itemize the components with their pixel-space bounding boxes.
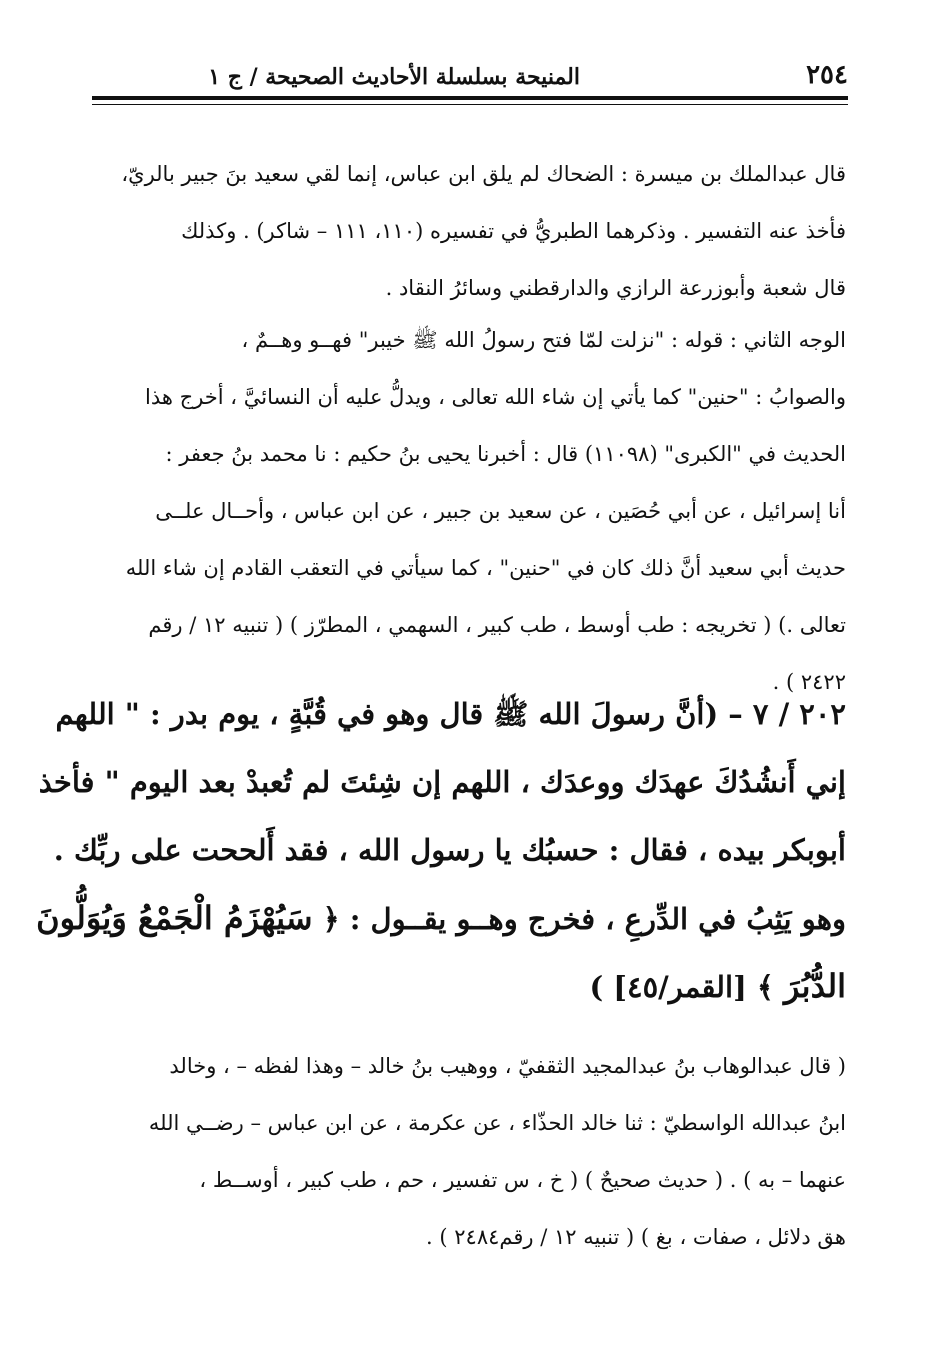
quran-citation: ﴾ [القمر/٤٥] ): [589, 970, 774, 1004]
running-title: المنيحة بسلسلة الأحاديث الصحيحة / ج ١: [208, 64, 580, 90]
header-rule-thin: [92, 104, 848, 105]
paragraph-2-line: الوجه الثاني : قوله : "نزلت لمّا فتح رسولُ الله ﷺ خيبر" فهــو وهــمٌ ،: [241, 328, 846, 352]
takhrij-line: ابنُ عبدالله الواسطيّ : ثنا خالد الحذّاء ، عن عكرمة ، عن ابن عباس – رضــي الله: [148, 1111, 846, 1135]
paragraph-1-line: قال شعبة وأبوزرعة الرازي والدارقطني وسائرُ النقاد .: [385, 276, 846, 300]
hadith-line: إني أَنشُدُكَ عهدَك ووعدَك ، اللهم إن شِئتَ لم تُعبدْ بعد اليوم " فأخذ: [38, 765, 846, 799]
hadith-line: ٢٠٢ / ٧ – (أنَّ رسولَ الله ﷺ قال وهو في قُبَّةٍ ، يوم بدر : " اللهم: [55, 697, 846, 731]
hadith-line-text: وهو يَثِبُ في الدِّرعِ ، فخرج وهــو يقــول : ﴿: [322, 902, 846, 936]
quran-verse-part-1: سَيُهْزَمُ الْجَمْعُ وَيُوَلُّونَ: [36, 899, 313, 937]
paragraph-2-line: ٢٤٢٢ ) .: [772, 670, 846, 694]
quran-verse-part-2: الدُّبُرَ: [784, 967, 846, 1005]
takhrij-line: ( قال عبدالوهاب بنُ عبدالمجيد الثقفيّ ، ووهيب بنُ خالد – وهذا لفظه – ، وخالد: [169, 1054, 846, 1078]
paragraph-1: [96, 146, 846, 317]
takhrij-line: هق دلائل ، صفات ، بغ ) ( تنبيه ١٢ / رقم٢٤٨٤ ) .: [426, 1225, 846, 1249]
hadith-text: [36, 680, 846, 1020]
paragraph-2: [96, 312, 846, 711]
page-number: ٢٥٤: [806, 60, 848, 90]
paragraph-1-line: فأخذ عنه التفسير . وذكرهما الطبريُّ في تفسيره (١١٠، ١١١ – شاكر) . وكذلك: [181, 219, 846, 243]
paragraph-2-line: تعالى .) ( تخريجه : طب أوسط ، طب كبير ، السهمي ، المطرّز ) ( تنبيه ١٢ / رقم: [148, 613, 846, 637]
header-rule-thick: [92, 96, 848, 100]
takhrij-line: عنهما – به ) . ( حديث صحيحٌ ) ( خ ، س تفسير ، حم ، طب كبير ، أوســط ،: [199, 1168, 846, 1192]
hadith-line: أبوبكر بيده ، فقال : حسبُك يا رسول الله ، فقد أَلححت على ربِّك .: [53, 833, 846, 867]
paragraph-2-line: الحديث في "الكبرى" (١١٠٩٨) قال : أخبرنا يحيى بنُ حكيم : نا محمد بنُ جعفر :: [165, 442, 846, 466]
hadith-line: [36, 884, 846, 952]
paragraph-2-line: والصوابُ : "حنين" كما يأتي إن شاء الله تعالى ، ويدلُّ عليه أن النسائيَّ ، أخرج هذا: [145, 385, 846, 409]
hadith-line: [96, 952, 846, 1020]
paragraph-1-line: قال عبدالملك بن ميسرة : الضحاك لم يلق ابن عباس، إنما لقي سعيد بنَ جبير بالريّ،: [121, 162, 846, 186]
paragraph-2-line: حديث أبي سعيد أنَّ ذلك كان في "حنين" ، كما سيأتي في التعقب القادم إن شاء الله: [125, 556, 846, 580]
page-header: [92, 56, 848, 98]
paragraph-2-line: أنا إسرائيل ، عن أبي حُصَين ، عن سعيد بن جبير ، عن ابن عباس ، وأحــال علــى: [155, 499, 846, 523]
takhrij-paragraph: [96, 1038, 846, 1266]
